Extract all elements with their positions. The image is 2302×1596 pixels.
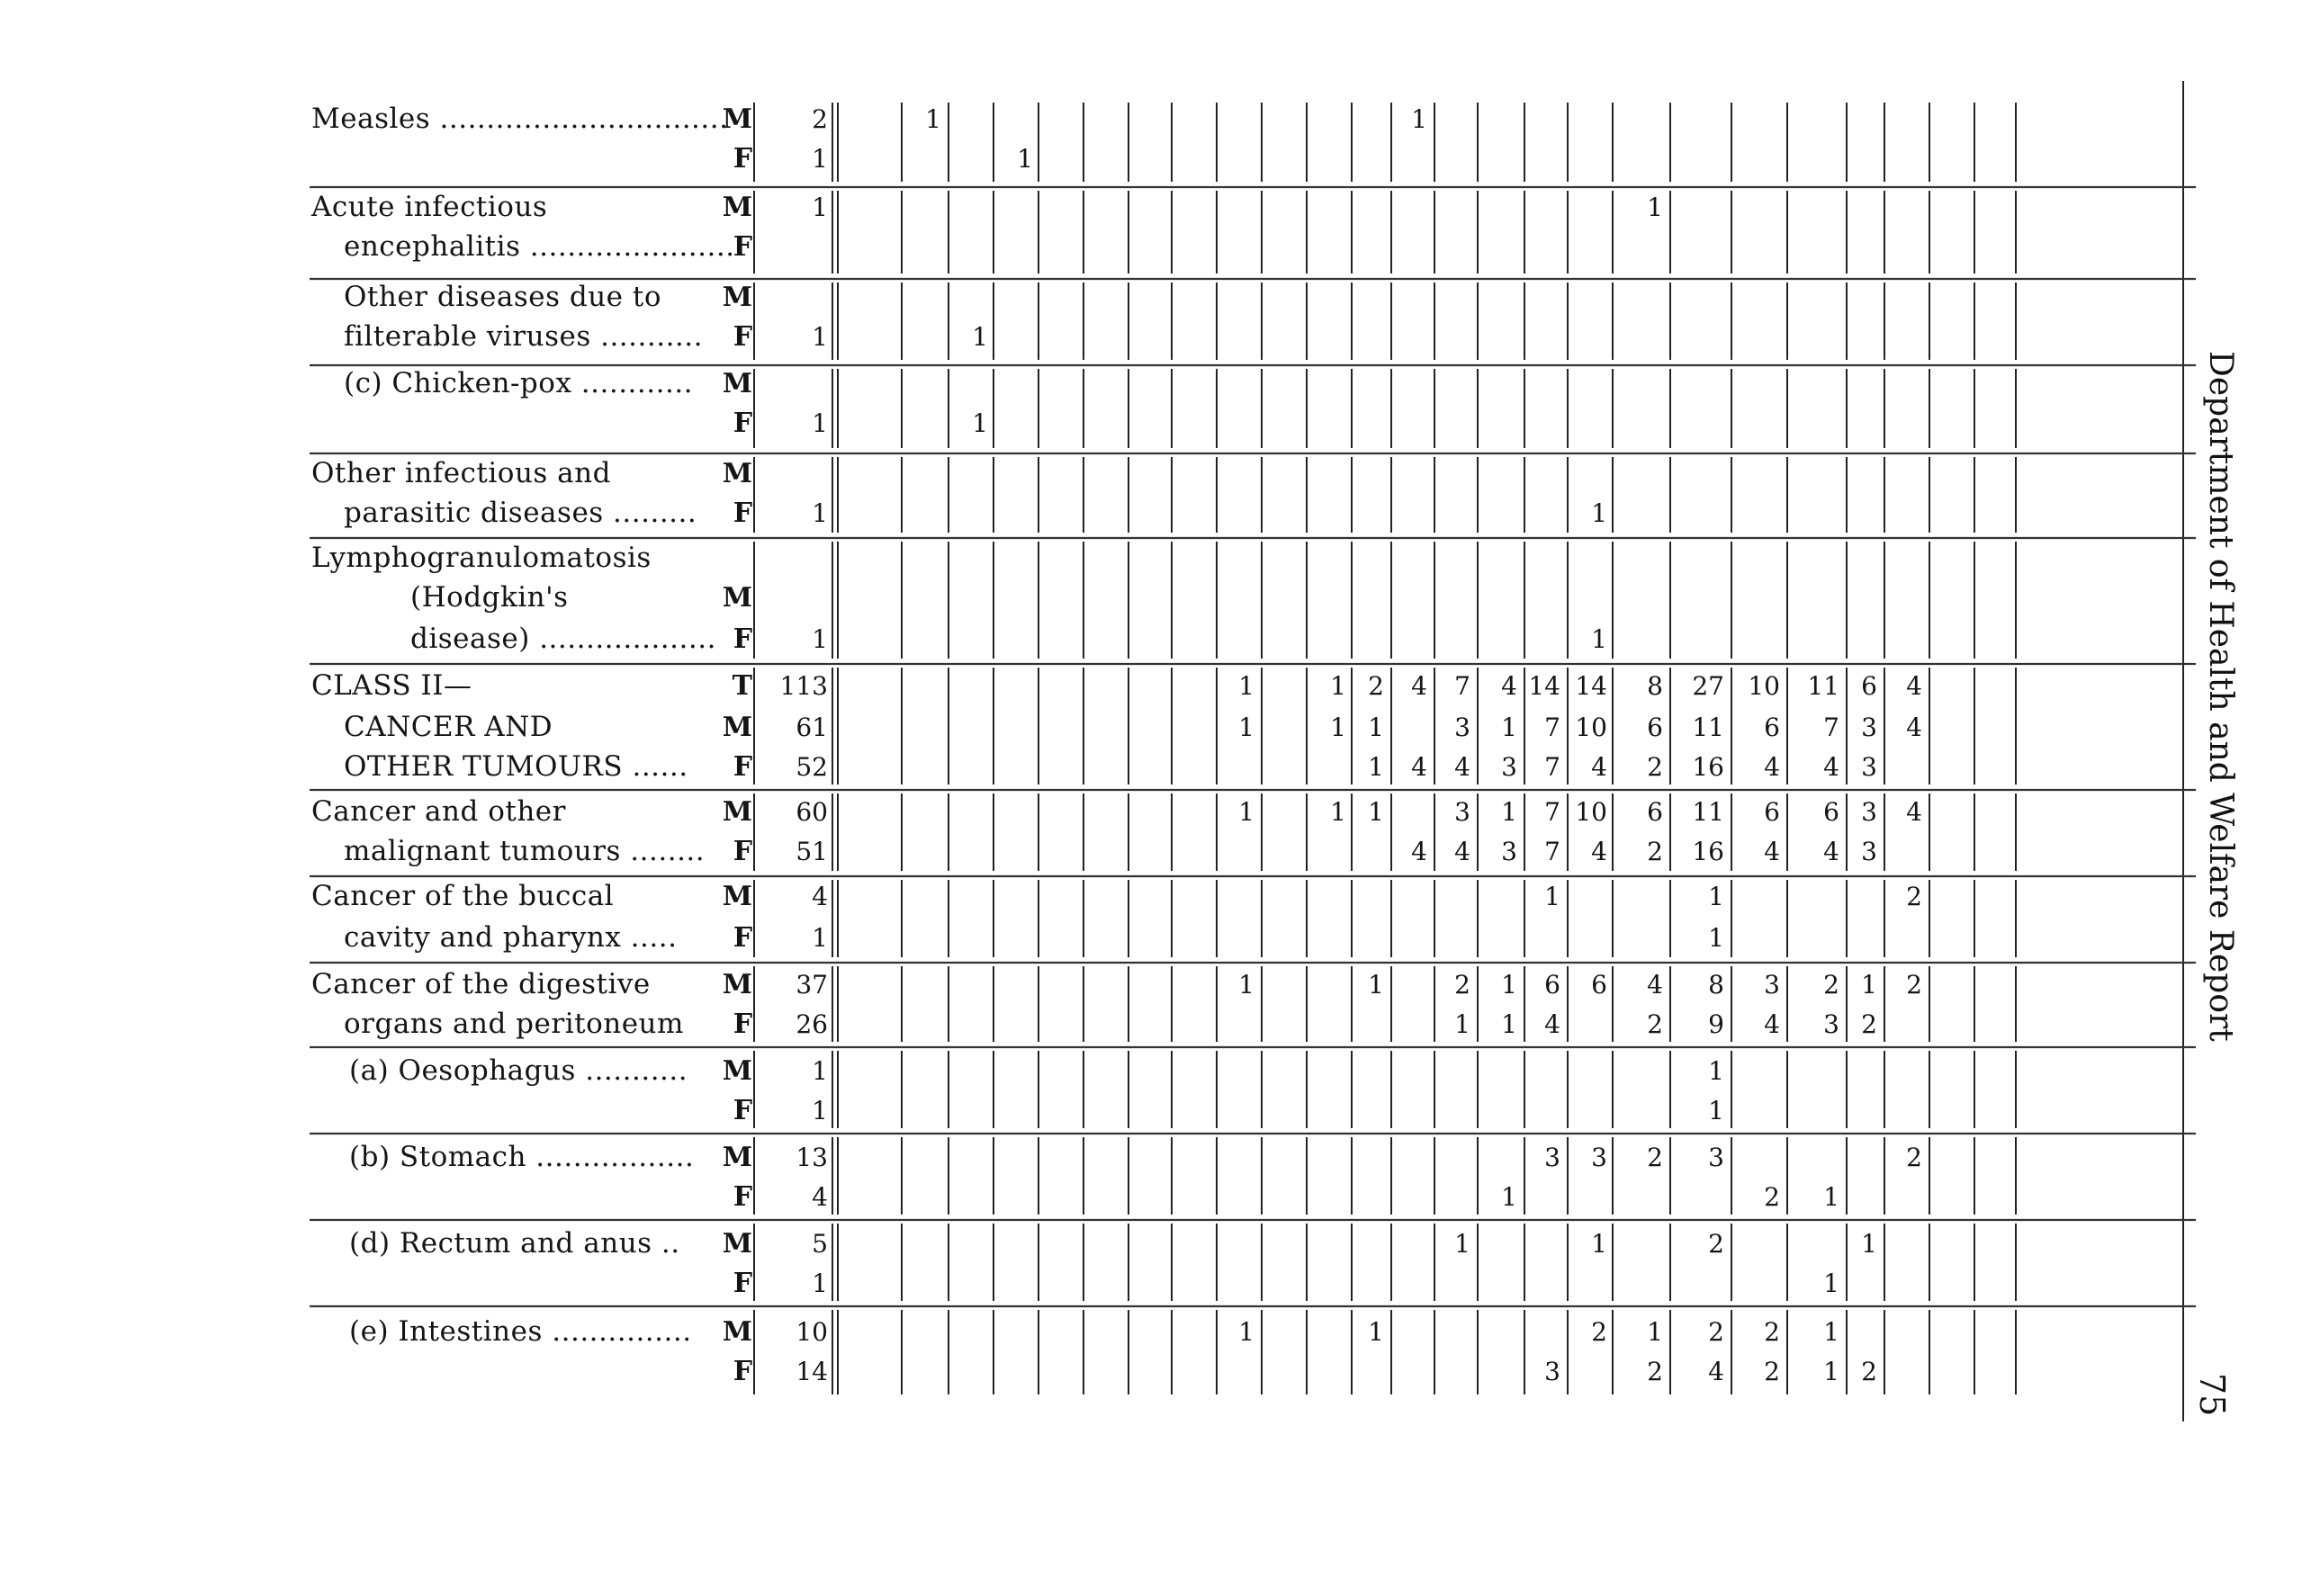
age-group-value: 1 (1368, 970, 1384, 1000)
age-group-value: 2 (1647, 752, 1663, 782)
running-header (2202, 351, 2239, 1143)
age-group-value: 6 (1647, 713, 1663, 742)
age-group-value: 4 (1591, 837, 1607, 866)
total-value: 1 (812, 322, 828, 352)
age-group-value: 2 (1764, 1182, 1780, 1212)
age-group-value: 3 (1861, 797, 1877, 827)
age-group-value: 2 (1368, 671, 1384, 701)
age-group-value: 2 (1454, 970, 1470, 1000)
sex-indicator: F (733, 1095, 752, 1126)
age-group-value: 1 (1501, 1182, 1517, 1212)
sex-indicator: M (722, 282, 752, 313)
sex-indicator: F (733, 498, 752, 529)
age-group-value: 2 (1906, 1143, 1922, 1172)
age-group-value: 1 (1823, 1317, 1839, 1347)
age-group-value: 2 (1764, 1317, 1780, 1347)
age-group-value: 2 (1708, 1229, 1724, 1259)
age-group-value: 1 (1591, 498, 1607, 528)
age-group-value: 8 (1647, 671, 1663, 701)
total-value: 52 (796, 752, 828, 782)
age-group-value: 16 (1692, 752, 1724, 782)
age-group-value: 6 (1591, 970, 1607, 1000)
age-group-value: 7 (1823, 713, 1839, 742)
sex-indicator: T (732, 670, 752, 702)
age-group-value: 1 (1823, 1357, 1839, 1386)
age-group-value: 2 (1764, 1357, 1780, 1386)
age-group-value: 3 (1501, 752, 1517, 782)
row-label: Other diseases due to (344, 281, 661, 313)
age-group-value: 1 (1368, 752, 1384, 782)
age-group-value: 3 (1861, 752, 1877, 782)
age-group-value: 6 (1647, 797, 1663, 827)
row-label: disease) ................... (410, 623, 716, 655)
total-value: 26 (796, 1009, 828, 1039)
row-label: OTHER TUMOURS ...... (344, 750, 688, 783)
total-value: 1 (812, 1056, 828, 1086)
age-group-value: 4 (1411, 671, 1427, 701)
age-group-value: 4 (1708, 1357, 1724, 1386)
row-label: Acute infectious (311, 191, 548, 223)
page-number-text: 75 (2192, 1373, 2232, 1417)
age-group-value: 2 (1647, 1009, 1663, 1039)
row-label: Cancer of the digestive (311, 968, 651, 1000)
age-group-value: 1 (1591, 1229, 1607, 1259)
age-group-value: 1 (1330, 797, 1346, 827)
age-group-value: 14 (1528, 671, 1560, 701)
total-value: 2 (812, 104, 828, 134)
age-group-value: 2 (1591, 1317, 1607, 1347)
age-group-value: 1 (1647, 193, 1663, 222)
sex-indicator: M (722, 712, 752, 743)
age-group-value: 2 (1906, 882, 1922, 911)
age-group-value: 4 (1411, 752, 1427, 782)
sex-indicator: F (733, 321, 752, 353)
age-group-value: 10 (1575, 713, 1607, 742)
age-group-value: 10 (1748, 671, 1780, 701)
age-group-value: 14 (1575, 671, 1607, 701)
age-group-value: 11 (1692, 797, 1724, 827)
age-group-value: 3 (1454, 797, 1470, 827)
age-group-value: 4 (1454, 752, 1470, 782)
age-group-value: 4 (1501, 671, 1517, 701)
age-group-value: 1 (1368, 713, 1384, 742)
sex-indicator: M (722, 458, 752, 489)
age-group-value: 1 (1708, 1056, 1724, 1086)
age-group-value: 4 (1823, 837, 1839, 866)
row-label: (b) Stomach ................. (349, 1141, 695, 1173)
total-value: 1 (812, 1096, 828, 1125)
age-group-value: 1 (1238, 671, 1254, 701)
age-group-value: 1 (1501, 1009, 1517, 1039)
age-group-value: 3 (1501, 837, 1517, 866)
age-group-value: 4 (1647, 970, 1663, 1000)
age-group-value: 7 (1544, 797, 1560, 827)
sex-indicator: M (722, 1316, 752, 1348)
age-group-value: 4 (1764, 1009, 1780, 1039)
row-label: filterable viruses ........... (344, 320, 703, 353)
age-group-value: 1 (1823, 1182, 1839, 1212)
total-value: 4 (812, 1182, 828, 1212)
age-group-value: 6 (1823, 797, 1839, 827)
age-group-value: 3 (1544, 1143, 1560, 1172)
age-group-value: 2 (1647, 1357, 1663, 1386)
age-group-value: 3 (1454, 713, 1470, 742)
age-group-value: 2 (1823, 970, 1839, 1000)
total-value: 60 (796, 797, 828, 827)
age-group-value: 1 (1708, 882, 1724, 911)
sex-indicator: F (733, 143, 752, 175)
age-group-value: 6 (1544, 970, 1560, 1000)
sex-indicator: M (722, 103, 752, 135)
age-group-value: 1 (1501, 970, 1517, 1000)
sex-indicator: M (722, 582, 752, 614)
age-group-value: 1 (1454, 1229, 1470, 1259)
age-group-value: 1 (1238, 1317, 1254, 1347)
row-label: encephalitis ...................... (344, 230, 735, 263)
sex-indicator: M (722, 881, 752, 912)
row-label: Measles ............................... (311, 103, 729, 135)
age-group-value: 1 (1368, 1317, 1384, 1347)
age-group-value: 4 (1823, 752, 1839, 782)
age-group-value: 2 (1647, 837, 1663, 866)
age-group-value: 1 (1411, 104, 1427, 134)
age-group-value: 2 (1708, 1317, 1724, 1347)
row-label: parasitic diseases ......... (344, 497, 697, 529)
row-label: Lymphogranulomatosis (311, 542, 652, 574)
age-group-value: 7 (1544, 752, 1560, 782)
age-group-value: 1 (1544, 882, 1560, 911)
age-group-value: 1 (1591, 624, 1607, 654)
total-value: 1 (812, 923, 828, 953)
age-group-value: 1 (1330, 713, 1346, 742)
age-group-value: 4 (1906, 671, 1922, 701)
total-value: 1 (812, 498, 828, 528)
age-group-value: 7 (1454, 671, 1470, 701)
sex-indicator: M (722, 368, 752, 399)
total-value: 10 (796, 1317, 828, 1347)
row-label: cavity and pharynx ..... (344, 921, 678, 954)
row-label: (d) Rectum and anus .. (349, 1227, 680, 1260)
total-value: 61 (796, 713, 828, 742)
total-value: 1 (812, 624, 828, 654)
sex-indicator: M (722, 1228, 752, 1260)
total-value: 14 (796, 1357, 828, 1386)
total-value: 51 (796, 837, 828, 866)
page-number (2194, 1373, 2248, 1427)
age-group-value: 6 (1764, 797, 1780, 827)
age-group-value: 2 (1647, 1143, 1663, 1172)
sex-indicator: M (722, 1142, 752, 1173)
age-group-value: 3 (1764, 970, 1780, 1000)
row-label: malignant tumours ........ (344, 835, 706, 867)
sex-indicator: F (733, 836, 752, 867)
sex-indicator: M (722, 192, 752, 223)
row-label: CANCER AND (344, 711, 553, 743)
age-group-value: 1 (1238, 797, 1254, 827)
age-group-value: 8 (1708, 970, 1724, 1000)
age-group-value: 3 (1544, 1357, 1560, 1386)
total-value: 13 (796, 1143, 828, 1172)
age-group-value: 1 (1861, 1229, 1877, 1259)
total-value: 1 (812, 1269, 828, 1298)
age-group-value: 1 (1708, 1096, 1724, 1125)
age-group-value: 3 (1861, 713, 1877, 742)
row-label: Other infectious and (311, 457, 611, 489)
sex-indicator: F (733, 231, 752, 263)
age-group-value: 7 (1544, 837, 1560, 866)
age-group-value: 1 (1017, 144, 1033, 174)
age-group-value: 6 (1861, 671, 1877, 701)
sex-indicator: F (733, 408, 752, 439)
running-header-text: Department of Health and Welfare Report (2202, 351, 2239, 1042)
age-group-value: 10 (1575, 797, 1607, 827)
total-value: 37 (796, 970, 828, 1000)
age-group-value: 3 (1823, 1009, 1839, 1039)
sex-indicator: F (733, 623, 752, 655)
age-group-value: 1 (925, 104, 941, 134)
total-value: 1 (812, 408, 828, 438)
total-value: 4 (812, 882, 828, 911)
row-label: (a) Oesophagus ........... (349, 1054, 688, 1087)
age-group-value: 1 (1861, 970, 1877, 1000)
age-group-value: 1 (1647, 1317, 1663, 1347)
age-group-value: 4 (1764, 752, 1780, 782)
total-value: 5 (812, 1229, 828, 1259)
row-label: (e) Intestines ............... (349, 1315, 692, 1348)
age-group-value: 4 (1411, 837, 1427, 866)
age-group-value: 4 (1764, 837, 1780, 866)
age-group-value: 4 (1906, 797, 1922, 827)
sex-indicator: F (733, 922, 752, 954)
age-group-value: 11 (1692, 713, 1724, 742)
row-label: organs and peritoneum (344, 1008, 684, 1040)
row-label: (c) Chicken-pox ............ (344, 367, 694, 399)
sex-indicator: M (722, 969, 752, 1000)
age-group-value: 1 (1238, 713, 1254, 742)
row-label: (Hodgkin's (410, 581, 569, 614)
age-group-value: 7 (1544, 713, 1560, 742)
sex-indicator: F (733, 1009, 752, 1040)
row-label: CLASS II— (311, 669, 472, 702)
age-group-value: 4 (1454, 837, 1470, 866)
total-value: 1 (812, 144, 828, 174)
age-group-value: 16 (1692, 837, 1724, 866)
age-group-value: 9 (1708, 1009, 1724, 1039)
age-group-value: 1 (1501, 797, 1517, 827)
sex-indicator: F (733, 751, 752, 783)
age-group-value: 3 (1708, 1143, 1724, 1172)
age-group-value: 4 (1591, 752, 1607, 782)
age-group-value: 4 (1906, 713, 1922, 742)
sex-indicator: M (722, 1055, 752, 1087)
age-group-value: 3 (1591, 1143, 1607, 1172)
age-group-value: 11 (1807, 671, 1839, 701)
total-value: 113 (779, 671, 828, 701)
age-group-value: 1 (972, 408, 988, 438)
row-label: Cancer of the buccal (311, 880, 615, 912)
age-group-value: 27 (1692, 671, 1724, 701)
age-group-value: 1 (1823, 1269, 1839, 1298)
sex-indicator: M (722, 796, 752, 828)
age-group-value: 2 (1861, 1357, 1877, 1386)
age-group-value: 1 (1501, 713, 1517, 742)
age-group-value: 1 (972, 322, 988, 352)
age-group-value: 6 (1764, 713, 1780, 742)
age-group-value: 2 (1861, 1009, 1877, 1039)
age-group-value: 1 (1708, 923, 1724, 953)
age-group-value: 2 (1906, 970, 1922, 1000)
age-group-value: 1 (1238, 970, 1254, 1000)
row-label: Cancer and other (311, 795, 566, 828)
age-group-value: 1 (1368, 797, 1384, 827)
age-group-value: 1 (1330, 671, 1346, 701)
age-group-value: 4 (1544, 1009, 1560, 1039)
total-value: 1 (812, 193, 828, 222)
sex-indicator: F (733, 1181, 752, 1213)
sex-indicator: F (733, 1356, 752, 1387)
sex-indicator: F (733, 1268, 752, 1299)
age-group-value: 1 (1454, 1009, 1470, 1039)
age-group-value: 3 (1861, 837, 1877, 866)
